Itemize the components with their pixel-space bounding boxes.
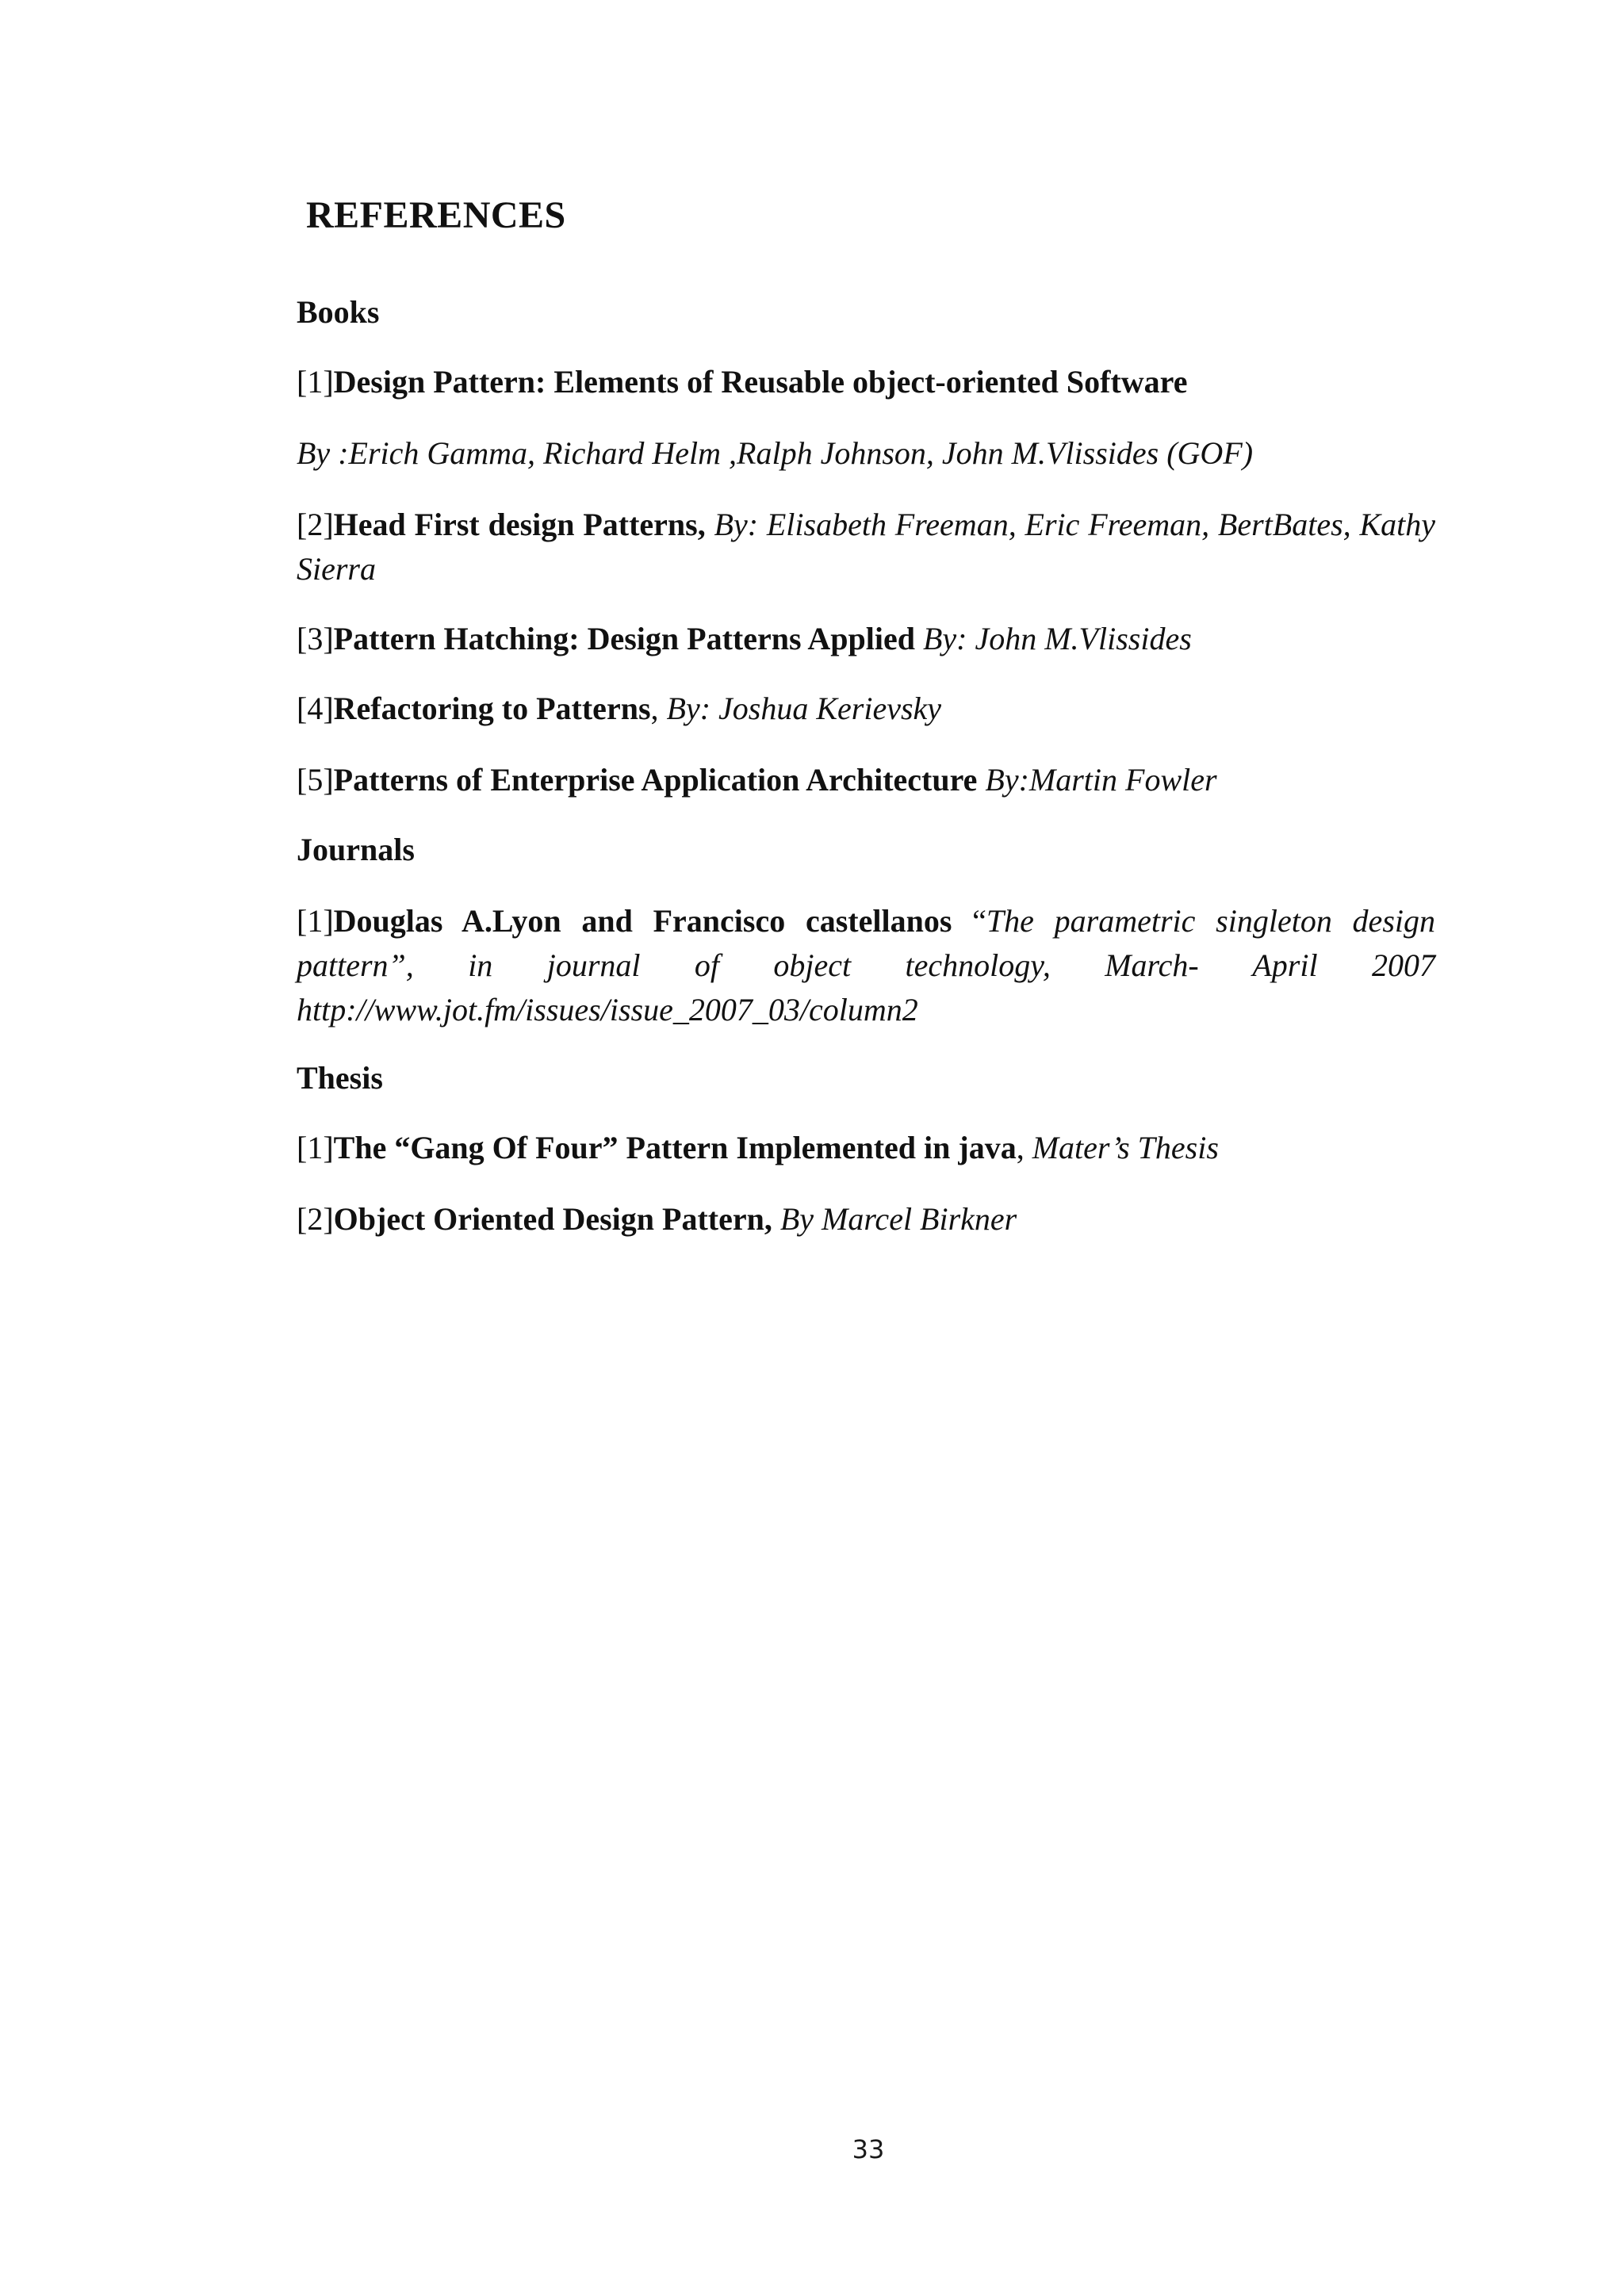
reference-title: Object Oriented Design Pattern, <box>333 1201 772 1237</box>
section-heading-journals: Journals <box>297 832 415 867</box>
reference-separator: , <box>1016 1130 1025 1165</box>
book-reference-1 <box>297 360 1435 404</box>
reference-number: [2] <box>297 1201 334 1237</box>
reference-authors: By: John M.Vlissides <box>922 621 1192 656</box>
reference-separator: , <box>650 691 659 726</box>
reference-title: The “Gang Of Four” Pattern Implemented in java <box>333 1130 1017 1165</box>
reference-number: [4] <box>297 691 334 726</box>
reference-authors: By :Erich Gamma, Richard Helm ,Ralph Johnson, John M.Vlissides (GOF) <box>297 435 1254 471</box>
book-reference-5 <box>297 758 1435 802</box>
page-title: REFERENCES <box>306 194 566 236</box>
reference-number: [1] <box>297 1130 334 1165</box>
section-heading-thesis: Thesis <box>297 1060 383 1096</box>
reference-authors: Douglas A.Lyon and Francisco castellanos <box>333 903 952 939</box>
reference-title: Pattern Hatching: Design Patterns Applied <box>333 621 915 656</box>
section-heading-books: Books <box>297 294 380 330</box>
reference-authors: By Marcel Birkner <box>779 1201 1017 1237</box>
reference-authors: By: Elisabeth Freeman, Eric Freeman, BertBates, Kathy Sierra <box>297 507 1436 587</box>
book-reference-1-authors <box>297 431 1435 476</box>
reference-number: [3] <box>297 621 334 656</box>
reference-authors: By:Martin Fowler <box>985 762 1217 798</box>
book-reference-4 <box>297 687 1435 731</box>
reference-number: [1] <box>297 903 334 939</box>
reference-title: Head First design Patterns, <box>333 507 706 542</box>
reference-title: Patterns of Enterprise Application Architecture <box>333 762 978 798</box>
journal-reference-1 <box>297 899 1435 1032</box>
thesis-reference-1 <box>297 1126 1435 1170</box>
reference-title: Design Pattern: Elements of Reusable object-oriented Software <box>333 364 1188 400</box>
reference-citation: The parametric singleton design pattern”, in journal of object technology, March- April 2007 http://www.jot.fm/issues/issue_2007_03/column2 <box>297 903 1435 1027</box>
book-reference-2 <box>297 503 1435 591</box>
reference-number: [5] <box>297 762 334 798</box>
reference-number: [2] <box>297 507 334 542</box>
reference-authors: By: Joshua Kerievsky <box>666 691 942 726</box>
thesis-reference-2 <box>297 1197 1435 1242</box>
reference-number: [1] <box>297 364 334 400</box>
book-reference-3 <box>297 617 1435 661</box>
reference-title: Refactoring to Patterns <box>333 691 651 726</box>
page-number: 33 <box>852 2134 885 2164</box>
reference-note: Mater’s Thesis <box>1032 1130 1219 1165</box>
open-quote: “ <box>972 903 986 939</box>
